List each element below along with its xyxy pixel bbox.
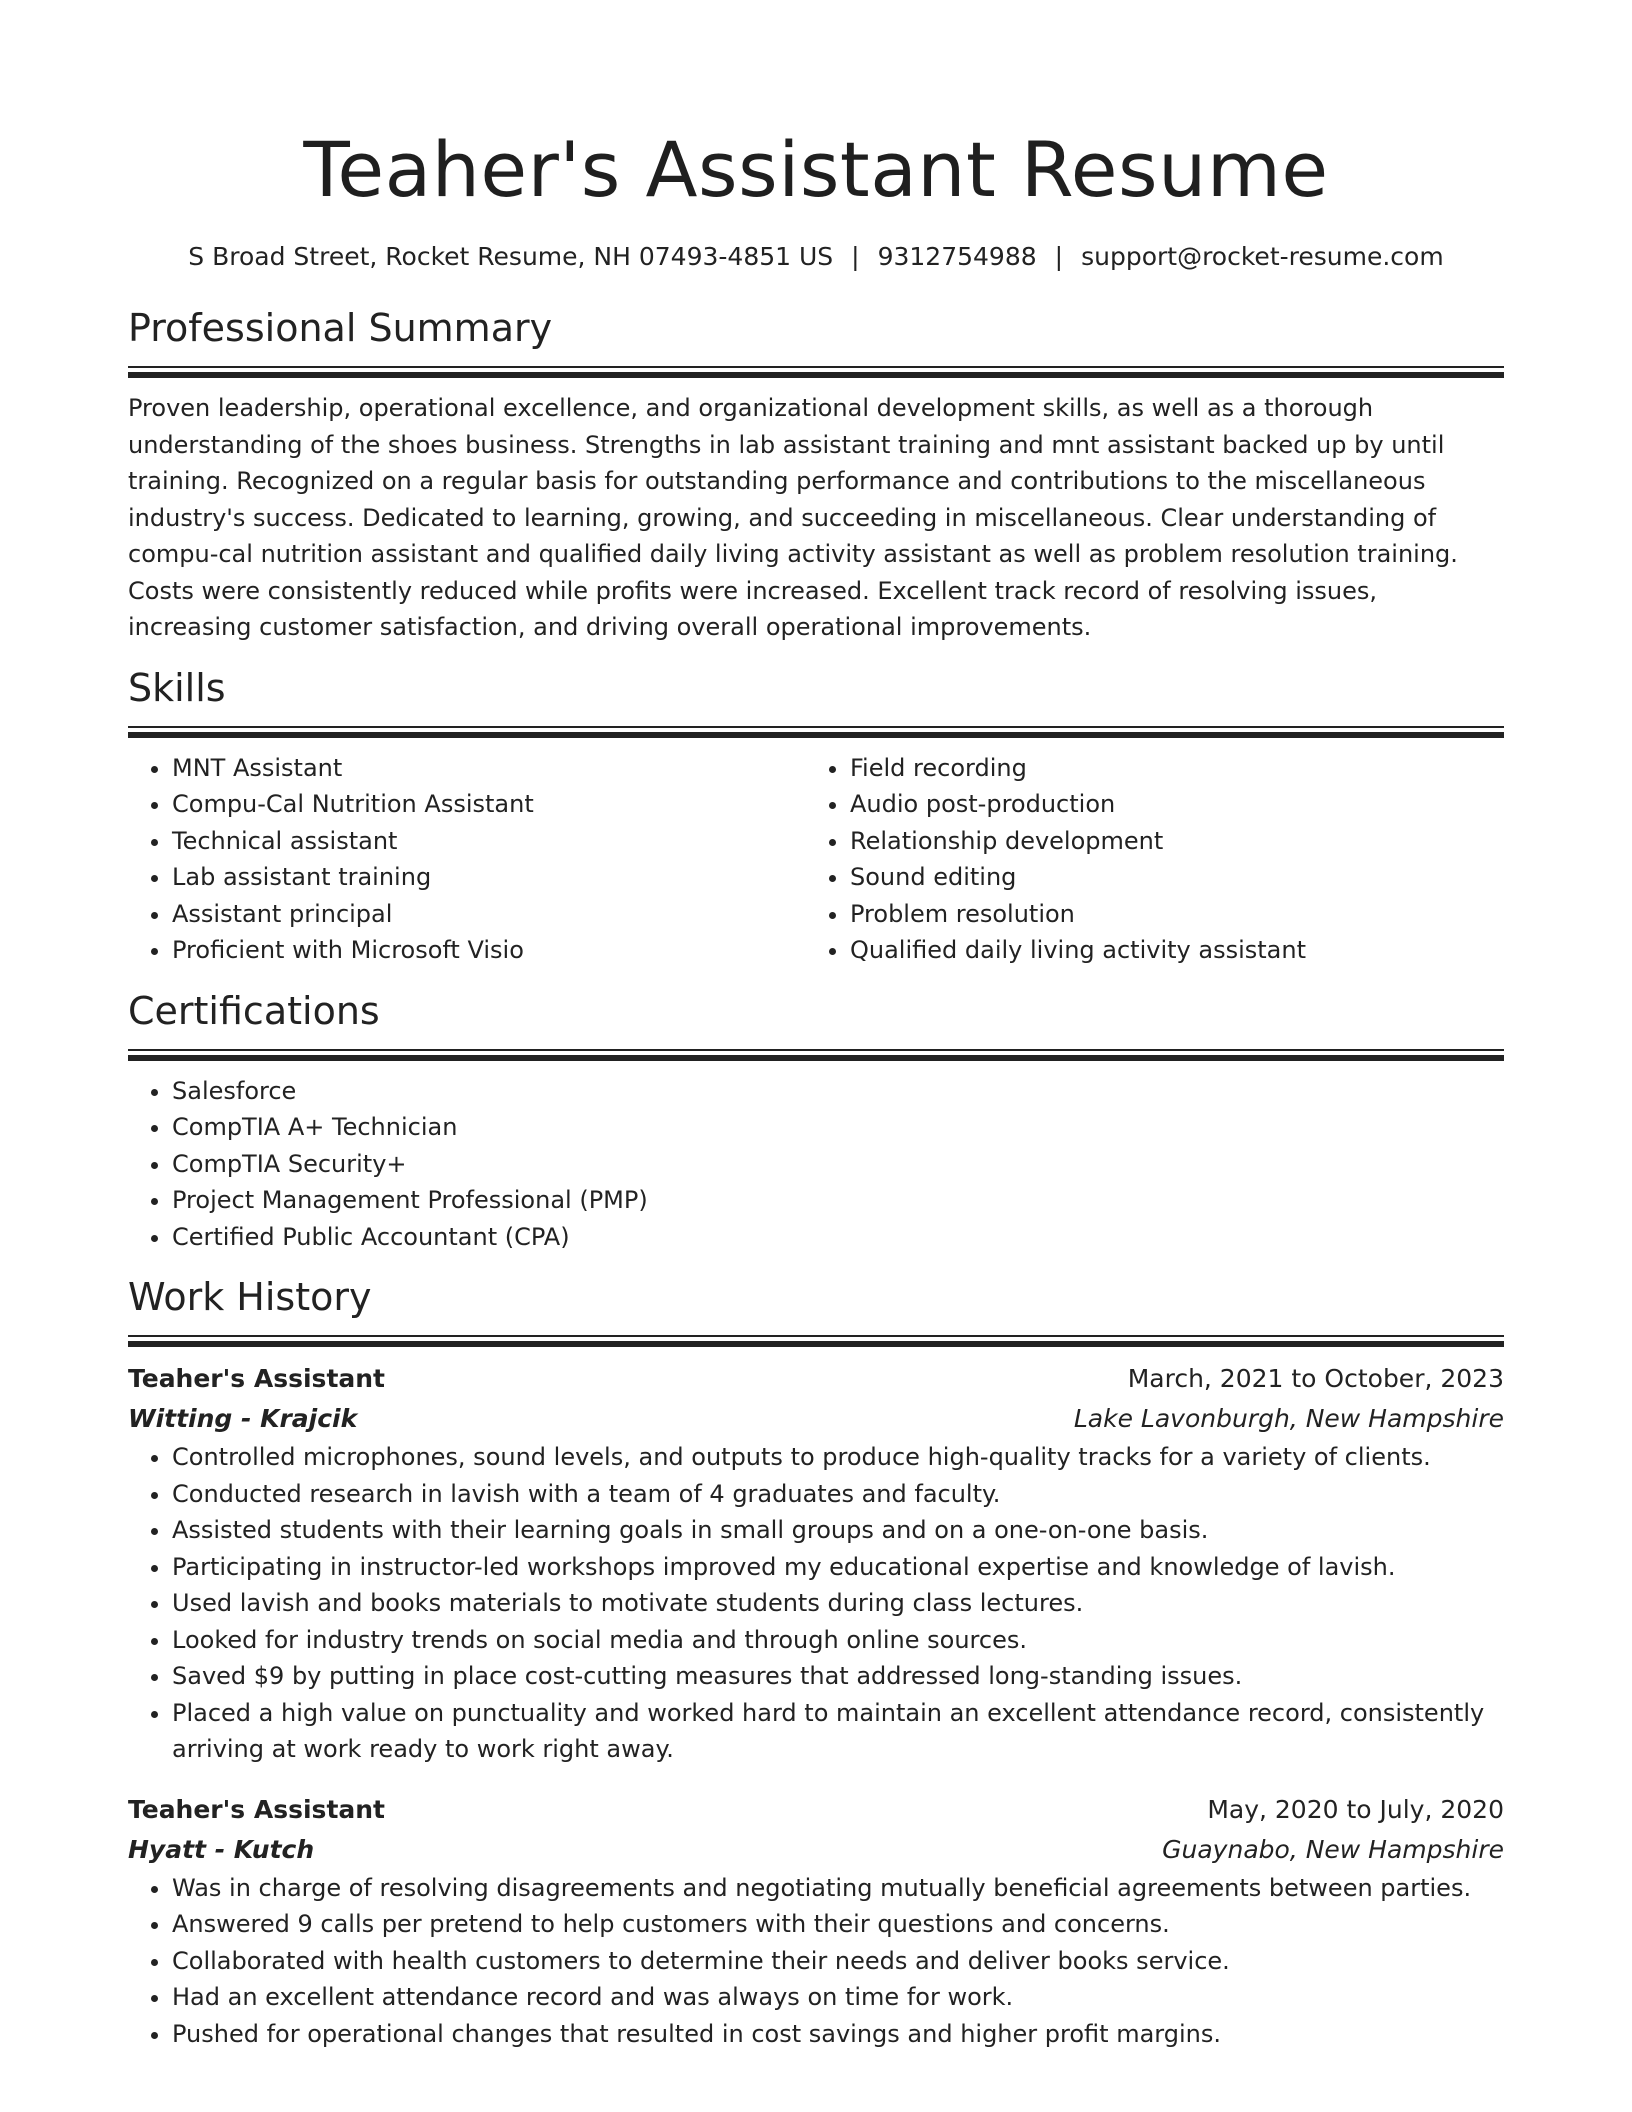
certification-item: • Salesforce [172,1073,1504,1110]
job-duty: • Participating in instructor-led workshops improved my educational expertise and knowledge of lavish. [172,1549,1504,1586]
skill-item: • Relationship development [850,823,1484,860]
contact-phone: 9312754988 [877,242,1037,271]
skill-item: • Audio post-production [850,786,1484,823]
job-subheader [128,1399,1504,1439]
job-dates: March, 2021 to October, 2023 [1127,1364,1504,1393]
job-duty: • Controlled microphones, sound levels, and outputs to produce high-quality tracks for a variety of clients. [172,1439,1504,1476]
skills-column-right [806,750,1484,969]
contact-separator: | [851,242,860,271]
skills-list-left [128,750,806,969]
certification-item: • CompTIA Security+ [172,1146,1504,1183]
job-header [128,1359,1504,1399]
job-subheader [128,1830,1504,1870]
skill-item: • Technical assistant [172,823,806,860]
job-company: Hyatt - Kutch [128,1834,315,1864]
job-duty: • Placed a high value on punctuality and worked hard to maintain an excellent attendance record, consistently arriving at work ready to work right away. [172,1695,1504,1768]
skill-item: • Field recording [850,750,1484,787]
section-divider [128,1335,1504,1347]
contact-line [128,240,1504,274]
summary-section [128,304,1504,646]
skills-list-right [806,750,1484,969]
section-heading-certifications: Certifications [128,988,380,1033]
skill-item: • Qualified daily living activity assistant [850,932,1484,969]
job-duty: • Had an excellent attendance record and was always on time for work. [172,1979,1504,2016]
section-divider [128,366,1504,378]
job-duties-list [128,1439,1504,1768]
job-duty: • Answered 9 calls per pretend to help customers with their questions and concerns. [172,1906,1504,1943]
job-duty: • Looked for industry trends on social media and through online sources. [172,1622,1504,1659]
certification-item: • Project Management Professional (PMP) [172,1182,1504,1219]
skill-item: • Assistant principal [172,896,806,933]
job-location: Lake Lavonburgh, New Hampshire [1073,1404,1504,1433]
skill-item: • Compu-Cal Nutrition Assistant [172,786,806,823]
job-location: Guaynabo, New Hampshire [1162,1834,1504,1864]
section-heading-work-history: Work History [128,1275,372,1319]
skill-item: • Proficient with Microsoft Visio [172,932,806,969]
section-heading-skills: Skills [128,665,226,710]
section-divider [128,1049,1504,1061]
skills-column-left [128,750,806,969]
job-duty: • Saved $9 by putting in place cost-cutting measures that addressed long-standing issues. [172,1658,1504,1695]
job-dates: May, 2020 to July, 2020 [1207,1794,1504,1824]
skill-item: • Problem resolution [850,896,1484,933]
skill-item: • Sound editing [850,859,1484,896]
job-company: Witting - Krajcik [128,1404,358,1433]
section-heading-summary: Professional Summary [128,306,553,350]
skills-grid [128,750,1504,969]
job-header [128,1790,1504,1830]
certifications-list [128,1073,1504,1256]
job-entry [128,1359,1504,1768]
contact-address: S Broad Street, Rocket Resume, NH 07493-4851 US [188,242,834,271]
job-duties-list [128,1870,1504,2053]
contact-separator: | [1054,242,1064,271]
skill-item: • Lab assistant training [172,859,806,896]
skills-section [128,664,1504,969]
job-duty: • Assisted students with their learning goals in small groups and on a one-on-one basis. [172,1512,1504,1549]
summary-paragraph: Proven leadership, operational excellence, and organizational development skills, as well as a thorough understanding of the shoes business. Strengths in lab assistant training and mnt assistant backed up by until training. Recognized on a regular basis for outstanding performance and contributions to the miscellaneous industry's success. Dedicated to learning, growing, and succeeding in miscellaneous. Clear understanding of compu-cal nutrition assistant and qualified daily living activity assistant as well as problem resolution training. Costs were consistently reduced while profits were increased. Excellent track record of resolving issues, increasing customer satisfaction, and driving overall operational improvements. [128,394,1458,641]
job-duty: • Collaborated with health customers to determine their needs and deliver books service. [172,1943,1504,1980]
job-title: Teaher's Assistant [128,1364,386,1393]
certifications-section [128,987,1504,1256]
work-history-section [128,1273,1504,2052]
skill-item: • MNT Assistant [172,750,806,787]
resume-page [128,0,1504,2052]
section-divider [128,726,1504,738]
certification-item: • Certified Public Accountant (CPA) [172,1219,1504,1256]
job-duty: • Conducted research in lavish with a team of 4 graduates and faculty. [172,1476,1504,1513]
job-title: Teaher's Assistant [128,1794,386,1824]
job-duty: • Was in charge of resolving disagreements and negotiating mutually beneficial agreements between parties. [172,1870,1504,1907]
contact-email: support@rocket-resume.com [1081,242,1444,271]
job-duty: • Used lavish and books materials to motivate students during class lectures. [172,1585,1504,1622]
job-duty: • Pushed for operational changes that resulted in cost savings and higher profit margins. [172,2016,1504,2053]
certification-item: • CompTIA A+ Technician [172,1109,1504,1146]
resume-title: Teaher's Assistant Resume [303,125,1329,214]
job-entry [128,1790,1504,2053]
